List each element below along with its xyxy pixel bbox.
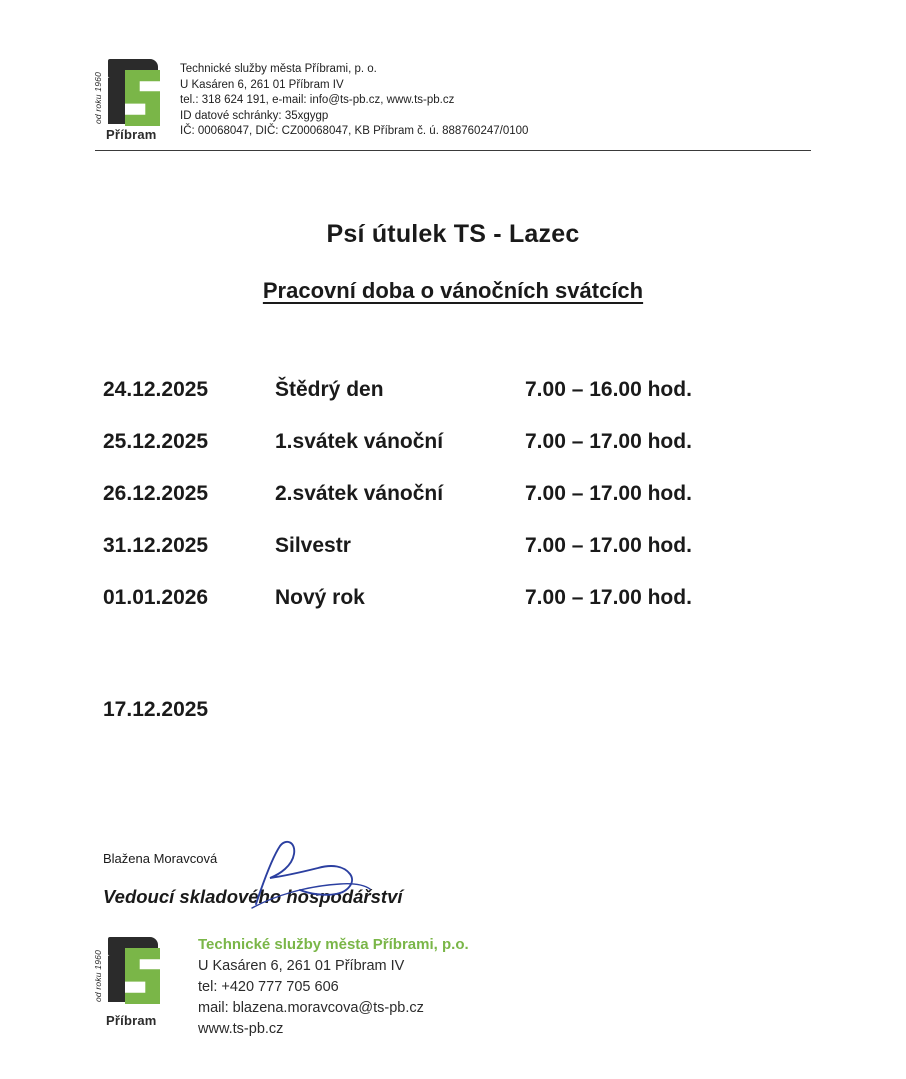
page-subtitle-text: Pracovní doba o vánočních svátcích (262, 278, 644, 303)
row-date: 01.01.2026 (103, 586, 209, 609)
row-hours: 7.00 – 17.00 hod. (525, 430, 692, 453)
row-name: Silvestr (275, 534, 351, 557)
issue-date: 17.12.2025 (103, 698, 209, 721)
row-date: 25.12.2025 (103, 430, 209, 453)
footer-logo-since-text: od roku 1960 (93, 950, 103, 1003)
table-row (103, 586, 803, 638)
footer-address: U Kasáren 6, 261 01 Příbram IV (198, 958, 405, 974)
footer-contact-card (95, 930, 469, 1040)
logo-t-stem (108, 78, 125, 124)
table-row (103, 482, 803, 534)
org-line-address: U Kasáren 6, 261 01 Příbram IV (180, 78, 344, 91)
org-line-name: Technické služby města Příbrami, p. o. (180, 63, 377, 75)
logo-since-text: od roku 1960 (93, 72, 103, 125)
table-row (103, 534, 803, 586)
row-hours: 7.00 – 17.00 hod. (525, 534, 692, 557)
logo-city-text: Příbram (106, 127, 157, 142)
footer-logo-t-stem (108, 956, 125, 1002)
signatory-role: Vedoucí skladového hospodářství (103, 886, 403, 907)
letterhead (95, 52, 811, 144)
row-date: 31.12.2025 (103, 534, 209, 557)
footer-logo-s-shape (125, 948, 160, 1004)
logo-s-shape (125, 70, 160, 126)
organisation-details (180, 52, 528, 140)
signatory-name: Blažena Moravcová (103, 851, 218, 866)
row-name: 1.svátek vánoční (275, 430, 444, 453)
table-row (103, 378, 803, 430)
footer-logo-city-text: Příbram (106, 1013, 157, 1028)
header-divider (95, 150, 811, 151)
footer-website: www.ts-pb.cz (198, 1021, 284, 1037)
org-line-ids: IČ: 00068047, DIČ: CZ00068047, KB Příbram č. ú. 888760247/0100 (180, 125, 529, 137)
org-line-databox: ID datové schránky: 35xgygp (180, 109, 329, 122)
footer-logo (95, 930, 190, 1030)
row-hours: 7.00 – 16.00 hod. (525, 378, 692, 401)
footer-details (198, 930, 469, 1040)
company-logo (95, 52, 173, 144)
footer-email: mail: blazena.moravcova@ts-pb.cz (198, 1000, 424, 1016)
table-row (103, 430, 803, 482)
row-name: Štědrý den (275, 378, 384, 401)
org-line-contact: tel.: 318 624 191, e-mail: info@ts-pb.cz, www.ts-pb.cz (180, 94, 455, 106)
row-name: 2.svátek vánoční (275, 482, 444, 505)
row-hours: 7.00 – 17.00 hod. (525, 586, 692, 609)
row-date: 24.12.2025 (103, 378, 209, 401)
row-hours: 7.00 – 17.00 hod. (525, 482, 692, 505)
footer-phone: tel: +420 777 705 606 (198, 979, 339, 995)
row-date: 26.12.2025 (103, 482, 209, 505)
page-subtitle (0, 278, 906, 304)
opening-hours-table (103, 378, 803, 638)
footer-company-name: Technické služby města Příbrami, p.o. (198, 936, 469, 953)
row-name: Nový rok (275, 586, 365, 609)
page-title: Psí útulek TS - Lazec (326, 220, 580, 248)
